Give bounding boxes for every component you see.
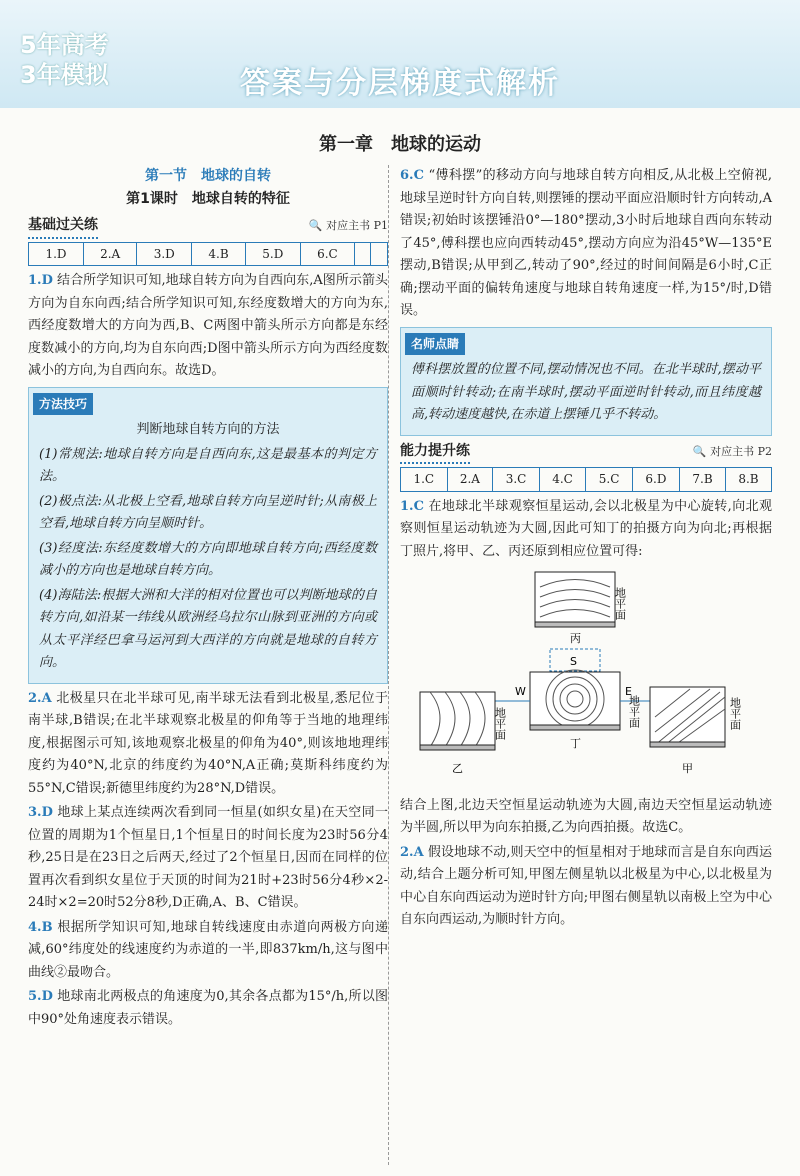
- answer-2: [28, 688, 388, 801]
- answer-cell: 7.B: [680, 468, 726, 492]
- answer-1-num: 1.D: [28, 273, 53, 288]
- ability-answer-1-num: 1.C: [400, 498, 424, 514]
- lesson-title: 第1课时 地球自转的特征: [126, 190, 290, 207]
- photo-jia: [650, 687, 725, 747]
- answer-3-num: 3.D: [28, 805, 53, 820]
- tip-text: 傅科摆放置的位置不同,摆动情况也不同。在北半球时,摆动平面顺时针转动;在南半球时,摆动平面逆时针转动,而且纬度越高,转动速度越快,在赤道上摆锤几乎不转动。: [411, 362, 761, 422]
- answer-cell: 2.A: [447, 468, 493, 492]
- answer-4-num: 4.B: [28, 919, 53, 935]
- ability-ref: 🔍 对应主书 P2: [692, 444, 772, 458]
- answer-cell: 3.D: [137, 242, 192, 266]
- horizon-label-ding: 地平面: [627, 695, 641, 728]
- ability-answer-1-text: 在地球北半球观察恒星运动,会以北极星为中心旋转,向北观察则恒星运动轨迹为大圆,因此可知丁的拍摄方向为向北;再根据丁照片,将甲、乙、丙还原到相应位置可得:: [400, 498, 772, 559]
- answer-3: [28, 802, 388, 915]
- answer-6-num: 6.C: [400, 168, 424, 183]
- photo-yi: [420, 692, 495, 750]
- answer-2-text: 北极星只在北半球可见,南半球无法看到北极星,悉尼位于南半球,B错误;在北半球观察北极星的仰角等于当地的地理纬度,根据图示可知,该地观察北极星的仰角为40°,则该地地理纬度约为40°N,北京的纬度约为40°N,A正确;莫斯科纬度约为55°N,C错误;新德里纬度约为28°N,D错误。: [28, 690, 388, 796]
- label-bing: 丙: [570, 632, 581, 645]
- logo-line1: 5年高考: [20, 31, 109, 59]
- answer-cell: 5.C: [586, 468, 633, 492]
- label-S: S: [570, 655, 577, 668]
- label-W: W: [515, 685, 526, 698]
- method-box: [28, 387, 388, 684]
- ability-answer-2: [400, 842, 772, 932]
- answer-1: [28, 270, 388, 383]
- answer-cell: 5.D: [245, 242, 300, 266]
- answer-cell-empty: [371, 242, 388, 266]
- left-column: [28, 165, 388, 1033]
- label-yi: 乙: [452, 762, 463, 775]
- answer-cell: 6.C: [300, 242, 354, 266]
- header-banner: [0, 0, 800, 108]
- section-title: 第一节 地球的自转: [145, 168, 271, 184]
- star-trail-figure: [400, 567, 772, 782]
- horizon-label-jia: 地平面: [728, 697, 742, 730]
- photo-ding: [530, 670, 620, 730]
- basic-ref: 🔍 对应主书 P1: [308, 219, 388, 232]
- ability-answer-2-num: 2.A: [400, 844, 424, 860]
- answer-2-num: 2.A: [28, 690, 52, 706]
- ability-answer-table: [400, 467, 772, 492]
- basic-ref-text: 对应主书 P1: [326, 219, 388, 232]
- answer-cell: 8.B: [726, 468, 772, 492]
- method-item: (3)经度法:东经度数增大的方向即地球自转方向;西经度数减小的方向也是地球自转方向。: [39, 540, 377, 578]
- answer-cell: 4.C: [539, 468, 586, 492]
- ability-answer-2-text: 假设地球不动,则天空中的恒星相对于地球而言是自东向西运动,结合上题分析可知,甲图左侧星轨以北极星为中心,以北极星为中心自东向西运动为逆时针方向;甲图右侧星轨以南极上空为中心自东向西运动,为顺时针方向。: [400, 844, 772, 927]
- answer-3-text: 地球上某点连续两次看到同一恒星(如织女星)在天空同一位置的周期为1个恒星日,1个恒星日的时间长度为23时56分4秒,25日是在23日之后两天,经过了2个恒星日,因而在同样的位置再次看到织女星位于天顶的时间为21时+23时56分4秒×2-24时×2=20时52分8秒,D正确,A、B、C错误。: [28, 805, 388, 910]
- ability-heading: 能力提升练: [400, 440, 470, 465]
- method-tag: 方法技巧: [33, 393, 93, 416]
- label-E: E: [625, 685, 632, 698]
- basic-answer-table: [28, 242, 388, 267]
- answer-cell-empty: [355, 242, 371, 266]
- answer-6: [400, 165, 772, 323]
- horizon-label-bing: 地平面: [613, 587, 627, 620]
- method-caption: 判断地球自转方向的方法: [136, 422, 280, 437]
- answer-cell: 1.C: [401, 468, 448, 492]
- tip-tag: 名师点睛: [405, 333, 465, 356]
- answer-4-text: 根据所学知识可知,地球自转线速度由赤道向两极方向递减,60°纬度处的线速度约为赤道的一半,即837km/h,这与图中曲线②最吻合。: [28, 919, 388, 980]
- ability-heading-bar: [400, 440, 772, 465]
- chapter-title: 第一章 地球的运动: [319, 134, 481, 155]
- basic-heading: 基础过关练: [28, 214, 98, 239]
- ability-answer-1-conclusion: 结合上图,北边天空恒星运动轨迹为大圆,南边天空恒星运动轨迹为半圆,所以甲为向东拍摄,乙为向西拍摄。故选C。: [400, 797, 772, 835]
- answer-cell: 3.C: [493, 468, 540, 492]
- method-item: (1)常规法:地球自转方向是自西向东,这是最基本的判定方法。: [39, 446, 377, 484]
- photo-bing: [535, 572, 615, 627]
- answer-4: [28, 917, 388, 985]
- answer-cell: 4.B: [192, 242, 246, 266]
- answer-1-text: 结合所学知识可知,地球自转方向为自西向东,A图所示箭头方向为自东向西;结合所学知识可知,东经度数增大的方向为东,西经度数增大的方向为西,B、C两图中箭头所示方向都是东经度数减小的方向,均为自东向西;D图中箭头所示方向为西经度数减小的方向,为自西向东。故选D。: [28, 273, 388, 378]
- answer-cell: 2.A: [84, 242, 137, 266]
- page-title: 答案与分层梯度式解析: [240, 66, 560, 101]
- basic-heading-bar: [28, 214, 388, 239]
- label-jia: 甲: [682, 762, 693, 775]
- horizon-label-yi: 地平面: [493, 707, 507, 740]
- answer-cell: 1.D: [29, 242, 84, 266]
- tip-box: [400, 327, 772, 436]
- right-column: [400, 165, 772, 934]
- answer-5-text: 地球南北两极点的角速度为0,其余各点都为15°/h,所以图中90°处角速度表示错误。: [28, 989, 388, 1027]
- method-item: (4)海陆法:根据大洲和大洋的相对位置也可以判断地球的自转方向,如沿某一纬线从欧洲经乌拉尔山脉到亚洲的方向或从太平洋经巴拿马运河到大西洋的方向就是地球的自转方向。: [39, 587, 377, 670]
- label-ding: 丁: [570, 737, 581, 750]
- answer-cell: 6.D: [632, 468, 679, 492]
- ability-ref-text: 对应主书 P2: [710, 444, 772, 458]
- ability-answer-1: [400, 496, 772, 564]
- method-item: (2)极点法:从北极上空看,地球自转方向呈逆时针;从南极上空看,地球自转方向呈顺时针。: [39, 493, 377, 531]
- answer-5-num: 5.D: [28, 989, 53, 1004]
- answer-6-text: “傅科摆”的移动方向与地球自转方向相反,从北极上空俯视,地球呈逆时针方向自转,则摆锤的摆动平面应沿顺时针方向转动,A错误;初始时该摆锤沿0°—180°摆动,3小时后地球自西向东转动了45°,傅科摆也应向西转动45°,摆动方向应为沿45°W—135°E摆动,B错误;从甲到乙,转动了90°,经过的时间间隔是6小时,C正确;摆动平面的偏转角速度与地球自转角速度一样,为15°/时,D错误。: [400, 168, 772, 318]
- logo-line2: 3年模拟: [20, 61, 109, 89]
- answer-5: [28, 986, 388, 1031]
- column-divider: [388, 165, 389, 1165]
